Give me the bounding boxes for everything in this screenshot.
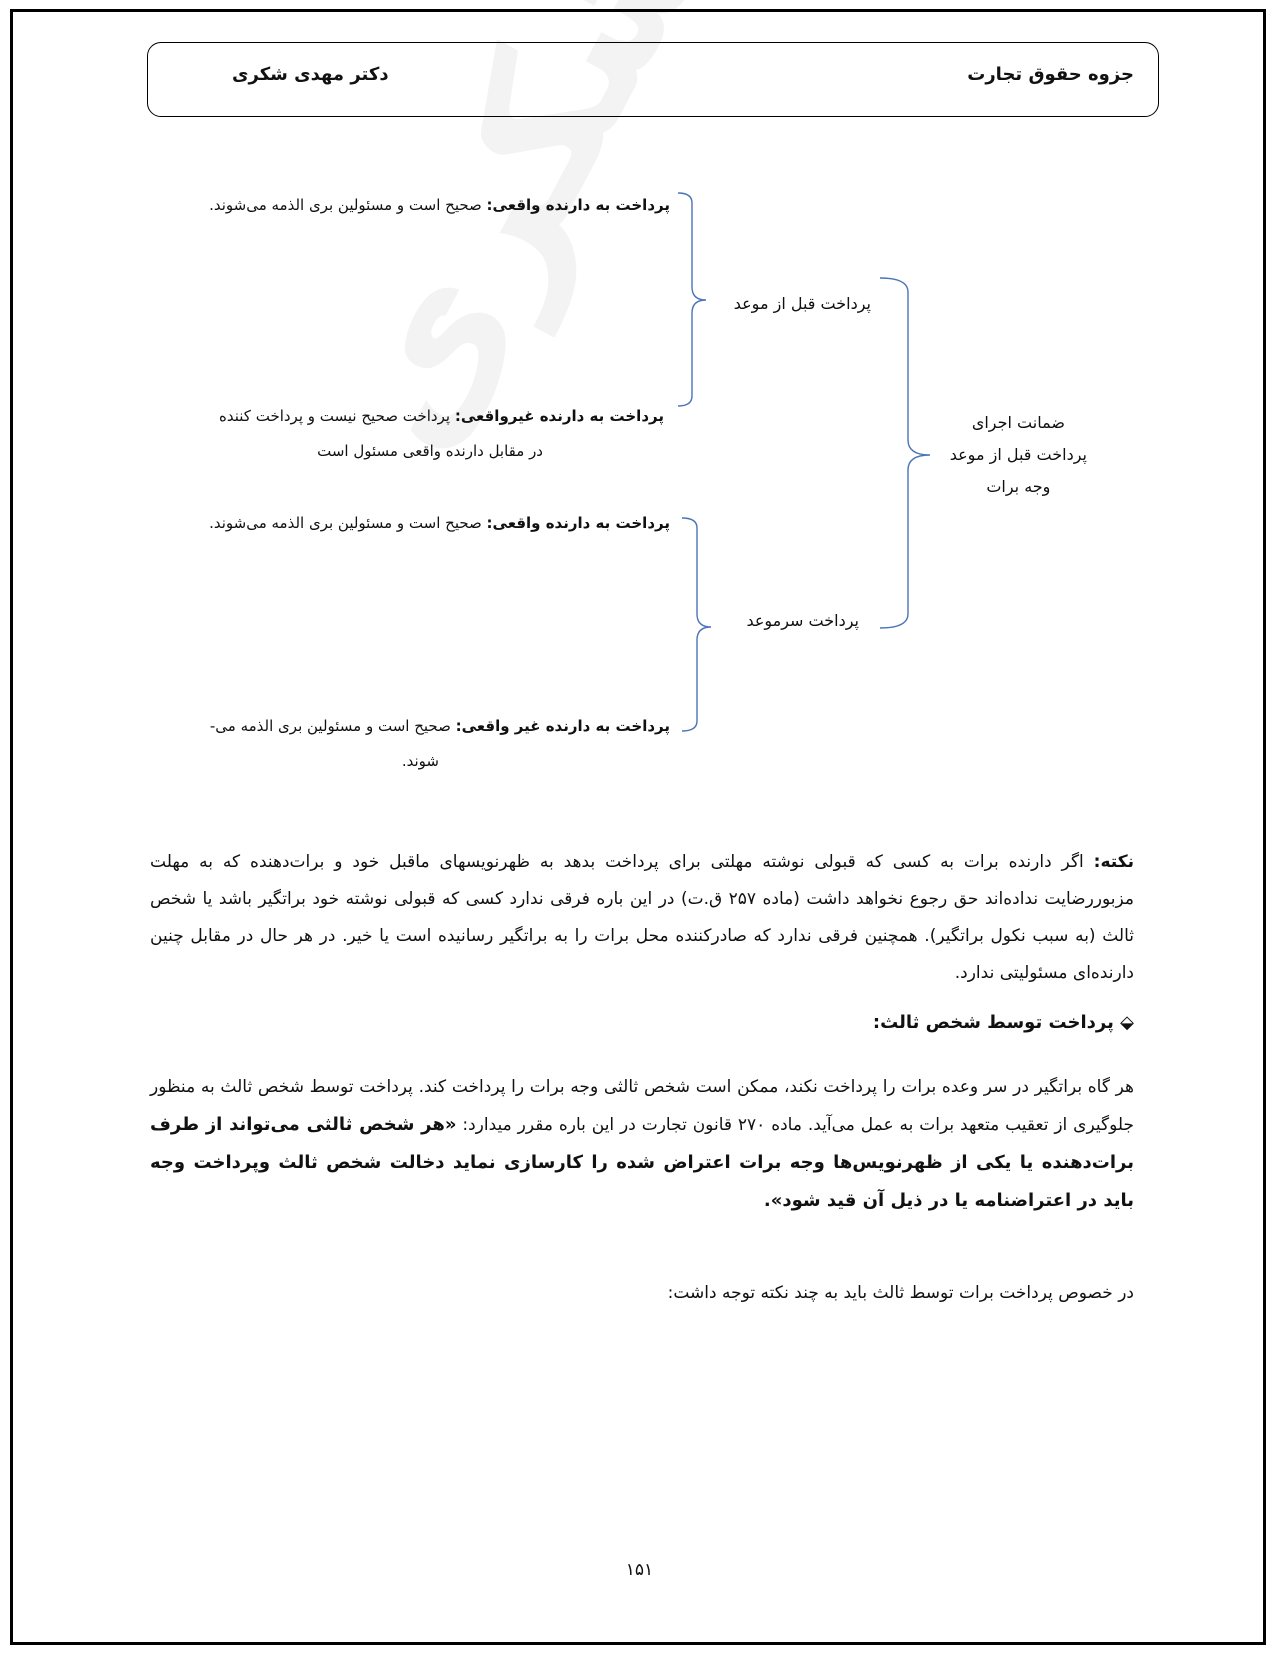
section-paragraph-text: هر گاه براتگیر در سر وعده برات را پرداخت نکند، ممکن است شخص ثالثی وجه برات را پرداخت کند. پرداخت توسط شخص ثالث به منظور جلوگیری از تعقیب متعهد برات به عمل می‌آید. ماده ۲۷۰ قانون تجارت در این باره مقرر میدارد: bbox=[150, 1077, 1135, 1135]
page-number: ۱۵۱ bbox=[625, 1560, 654, 1580]
diagram-item bbox=[209, 196, 670, 214]
diagram-item-text: صحیح است و مسئولین بری الذمه می- bbox=[209, 717, 456, 735]
diagram-root bbox=[950, 407, 1087, 503]
diagram-item-text: صحیح است و مسئولین بری الذمه می‌شوند. bbox=[209, 514, 487, 532]
header-title: جزوه حقوق تجارت bbox=[967, 64, 1134, 85]
diagram-brackets bbox=[0, 0, 1279, 800]
diagram-item-title: پرداخت به دارنده واقعی: bbox=[486, 514, 670, 532]
section-heading-text: پرداخت توسط شخص ثالث: bbox=[872, 1012, 1114, 1033]
diagram-item-continued: در مقابل دارنده واقعی مسئول است bbox=[317, 442, 543, 460]
closing-line: در خصوص پرداخت برات توسط ثالث باید به چند نکته توجه داشت: bbox=[667, 1283, 1134, 1303]
diagram-item bbox=[219, 407, 664, 425]
bracket-at-due bbox=[682, 518, 711, 731]
law-quote: «هر شخص ثالثی می‌تواند از طرف برات‌دهنده یا یکی از ظهرنویس‌ها وجه برات اعتراض شده را کارسازی نماید دخالت شخص ثالث وپرداخت وجه باید در اعتراضنامه یا در ذیل آن قید شود». bbox=[150, 1114, 1134, 1211]
diagram-root-line: ضمانت اجرای bbox=[971, 413, 1065, 432]
diagram-root-line: وجه برات bbox=[986, 477, 1051, 496]
diagram-item-continued: شوند. bbox=[401, 752, 439, 770]
diagram-item bbox=[209, 514, 670, 532]
diagram-at-due: پرداخت سرموعد bbox=[746, 611, 859, 630]
bracket-before-due bbox=[678, 193, 706, 406]
diagram-item-title: پرداخت به دارنده غیر واقعی: bbox=[455, 717, 670, 735]
diagram-item-text: پرداخت صحیح نیست و پرداخت کننده bbox=[219, 407, 455, 425]
diagram-item-text: صحیح است و مسئولین بری الذمه می‌شوند. bbox=[209, 196, 487, 214]
note-label: نکته: bbox=[1093, 852, 1134, 872]
diagram-item-title: پرداخت به دارنده واقعی: bbox=[486, 196, 670, 214]
section-heading bbox=[873, 1012, 1134, 1033]
note-paragraph bbox=[150, 844, 1134, 992]
section-paragraph bbox=[150, 1069, 1134, 1220]
diagram-item bbox=[210, 717, 670, 735]
diagram-item-title: پرداخت به دارنده غیرواقعی: bbox=[454, 407, 664, 425]
bracket-root bbox=[880, 278, 930, 628]
header-author: دکتر مهدی شکری bbox=[232, 64, 389, 85]
diagram-before-due: پرداخت قبل از موعد bbox=[733, 294, 871, 313]
note-text: اگر دارنده برات به کسی که قبولی نوشته مهلتی برای پرداخت بدهد به ظهرنویسهای ماقبل خود و برات‌دهنده که به مهلت مزبوررضایت نداده‌اند حق رجوع نخواهد داشت (ماده ۲۵۷ ق.ت) در این باره فرقی ندارد کسی که قبولی نوشته خود براتگیر باشد یا شخص ثالث (به سبب نکول براتگیر). همچنین فرقی ندارد که صادرکننده محل برات را به براتگیر رسانیده است یا خیر. در هر حال در مقابل چنین دارنده‌ای مسئولیتی ندارد. bbox=[150, 852, 1134, 983]
diagram-root-line: پرداخت قبل از موعد bbox=[949, 445, 1087, 464]
bullet-icon: ⬙ bbox=[1120, 1012, 1134, 1033]
